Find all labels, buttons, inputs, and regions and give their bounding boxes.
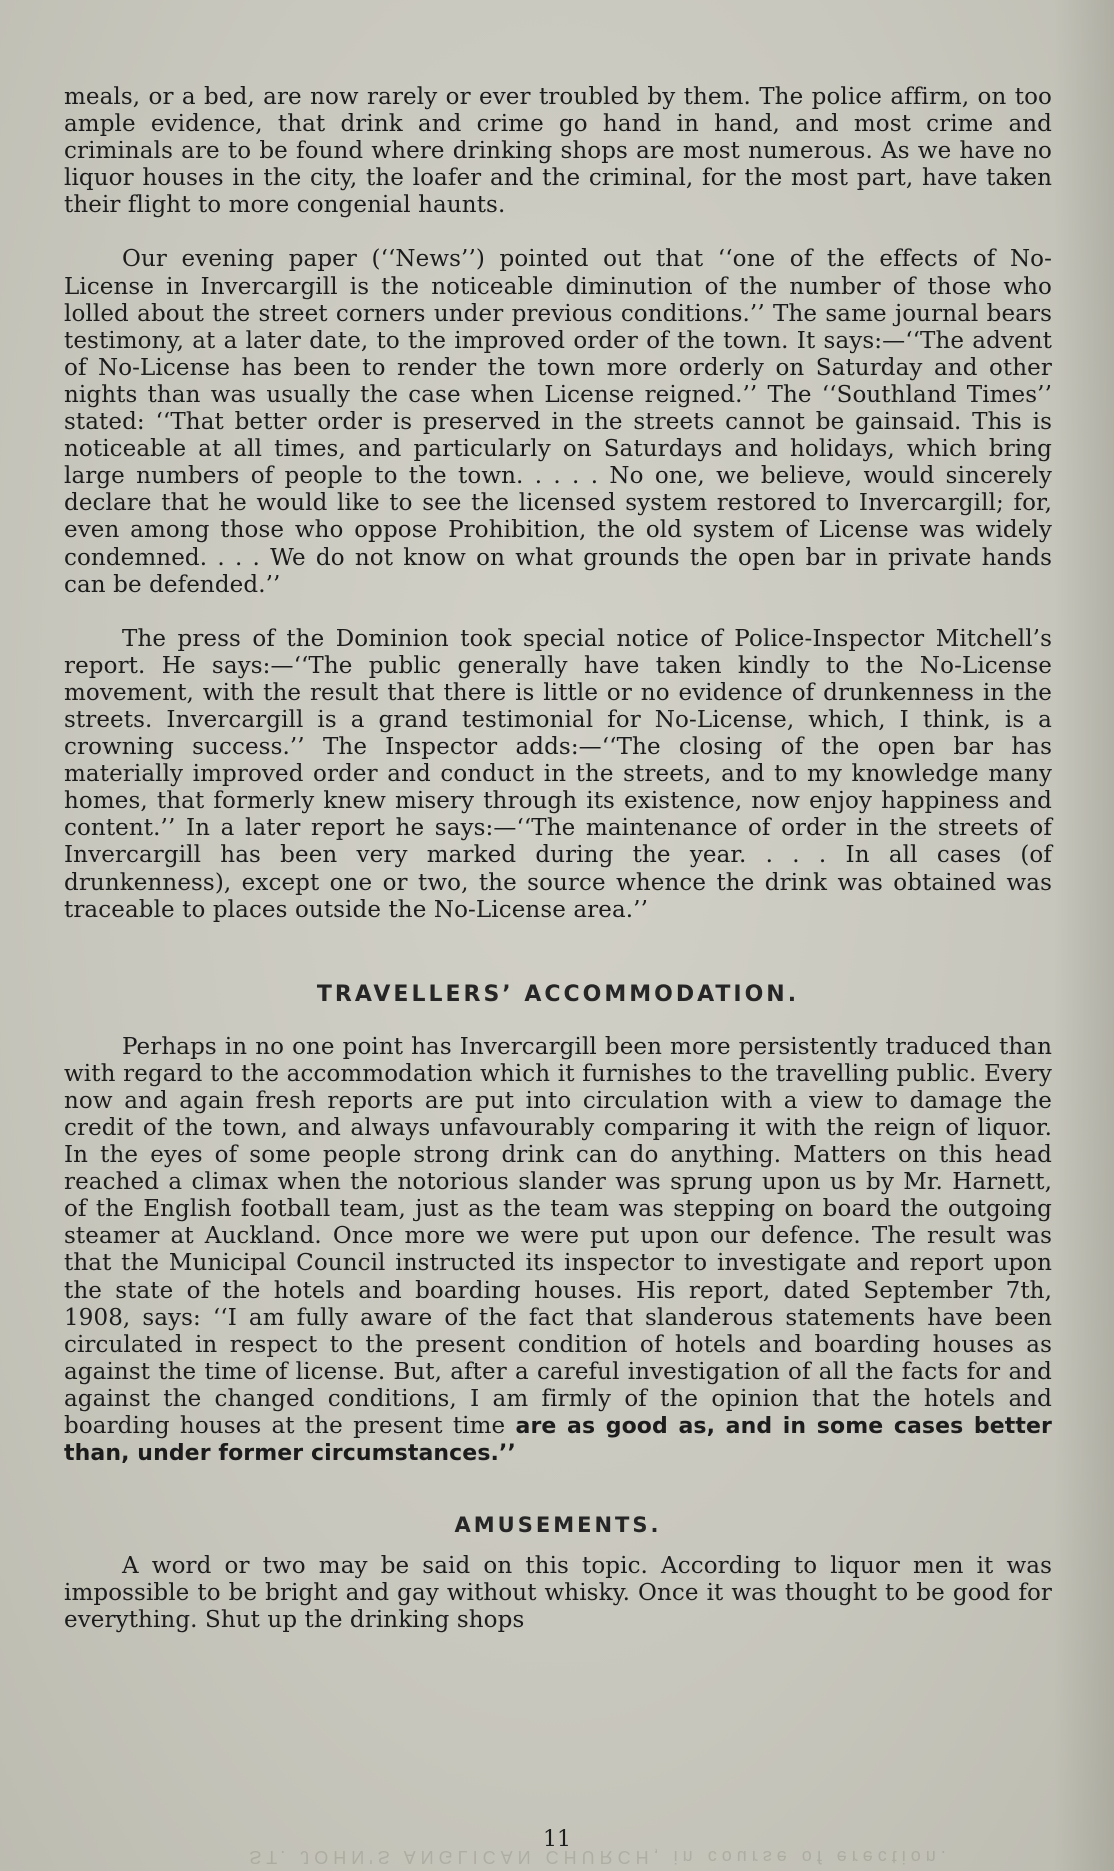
heading-amusements: AMUSEMENTS. bbox=[454, 1513, 662, 1538]
page-edge-shadow bbox=[1054, 0, 1114, 1871]
page-content bbox=[64, 84, 1052, 1635]
paragraph-5: A word or two may be said on this topic. According to liquor men it was impossible to be bright and gay without whisky. Once it was thought to be good for everything. Shut up the drinking shops bbox=[64, 1553, 1052, 1634]
page-footer bbox=[0, 1827, 1114, 1852]
bleed-through-caption: ST. JOHN'S ANGLICAN CHURCH, in course of erection. bbox=[249, 1847, 951, 1867]
heading-travellers-accommodation: TRAVELLERS’ ACCOMMODATION. bbox=[316, 981, 800, 1007]
paragraph-1: meals, or a bed, are now rarely or ever troubled by them. The police affirm, on too ample evidence, that drink and crime go hand in hand, and most crime and criminals are to be found where drinking shops are most numerous. As we have no liquor houses in the city, the loafer and the criminal, for the most part, have taken their flight to more congenial haunts. bbox=[64, 84, 1052, 219]
page-number: 11 bbox=[543, 1827, 571, 1852]
paragraph-4-bold-conclusion: are as good as, and in some cases better than, under former circumstances.’’ bbox=[64, 1414, 1052, 1467]
paragraph-4 bbox=[64, 1034, 1052, 1468]
paragraph-2: Our evening paper (‘‘News’’) pointed out that ‘‘one of the effects of No-License in Invercargill is the noticeable diminution of the number of those who lolled about the street corners under previous conditions.’’ The same journal bears testimony, at a later date, to the improved order of the town. It says:—‘‘The advent of No-License has been to render the town more orderly on Saturday and other nights than was usually the case when License reigned.’’ The ‘‘Southland Times’’ stated: ‘‘That better order is preserved in the streets cannot be gainsaid. This is noticeable at all times, and particularly on Saturdays and holidays, which bring large numbers of people to the town. . . . . No one, we believe, would sincerely declare that he would like to see the licensed system restored to Invercargill; for, even among those who oppose Prohibition, the old system of License was widely condemned. . . . We do not know on what grounds the open bar in private hands can be defended.’’ bbox=[64, 246, 1052, 598]
paragraph-3: The press of the Dominion took special notice of Police-Inspector Mitchell’s report. He says:—‘‘The public generally have taken kindly to the No-License movement, with the result that there is little or no evidence of drunkenness in the streets. Invercargill is a grand testimonial for No-License, which, I think, is a crowning success.’’ The Inspector adds:—‘‘The closing of the open bar has materially improved order and conduct in the streets, and to my knowledge many homes, that formerly knew misery through its existence, now enjoy happiness and content.’’ In a later report he says:—‘‘The maintenance of order in the streets of Invercargill has been very marked during the year. . . . In all cases (of drunkenness), except one or two, the source whence the drink was obtained was traceable to places outside the No-License area.’’ bbox=[64, 625, 1052, 923]
paragraph-4-text: Perhaps in no one point has Invercargill been more persistently traduced than with regard to the accommodation which it furnishes to the travelling public. Every now and again fresh reports are put into circulation with a view to damage the credit of the town, and always unfavourably comparing it with the reign of liquor. In the eyes of some people strong drink can do anything. Matters on this head reached a climax when the notorious slander was sprung upon us by Mr. Harnett, of the English football team, just as the team was stepping on board the outgoing steamer at Auckland. Once more we were put upon our defence. The result was that the Municipal Council instructed its inspector to investigate and report upon the state of the hotels and boarding houses. His report, dated September 7th, 1908, says: ‘‘I am fully aware of the fact that slanderous statements have been circulated in respect to the present condition of hotels and boarding houses as against the time of license. But, after a careful investigation of all the facts for and against the changed conditions, I am firmly of the opinion that the hotels and boarding houses at the present time bbox=[64, 1033, 1052, 1440]
